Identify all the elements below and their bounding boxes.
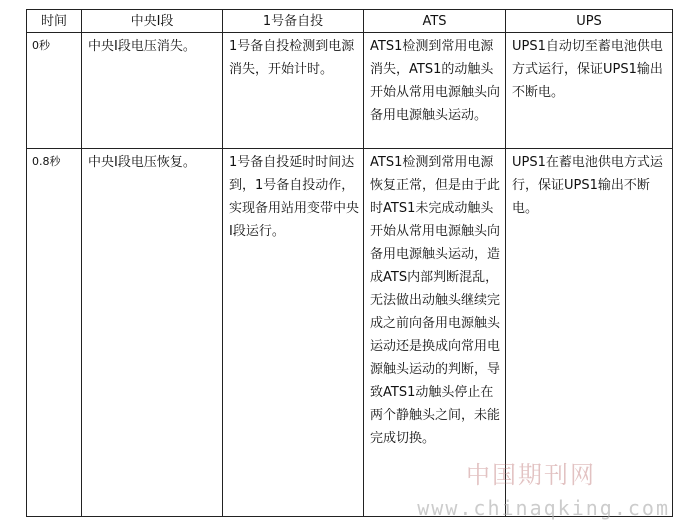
header-ats: ATS [364,10,506,33]
central-cell: 中央Ⅰ段电压恢复。 [82,149,223,517]
time-cell: 0秒 [27,33,82,149]
backup-cell: 1号备自投检测到电源消失，开始计时。 [223,33,364,149]
watermark-url: www.chinaqking.com [417,496,670,520]
time-cell: 0.8秒 [27,149,82,517]
header-time: 时间 [27,10,82,33]
ups-cell: UPS1在蓄电池供电方式运行，保证UPS1输出不断电。 [506,149,673,517]
table-row [27,33,673,149]
header-backup-auto-switch: 1号备自投 [223,10,364,33]
backup-cell: 1号备自投延时时间达到，1号备自投动作，实现备用站用变带中央Ⅰ段运行。 [223,149,364,517]
event-sequence-table [26,9,673,517]
header-row [27,10,673,33]
ups-cell: UPS1自动切至蓄电池供电方式运行，保证UPS1输出不断电。 [506,33,673,149]
central-cell: 中央Ⅰ段电压消失。 [82,33,223,149]
ats-cell: ATS1检测到常用电源恢复正常，但是由于此时ATS1未完成动触头开始从常用电源触头向备用电源触头运动，造成ATS内部判断混乱，无法做出动触头继续完成之前向备用电源触头运动还是换成向常用电源触头运动的判断，导致ATS1动触头停止在两个静触头之间，未能完成切换。 [364,149,506,517]
watermark-site-name: 中国期刊网 [466,461,596,489]
header-ups: UPS [506,10,673,33]
table-row [27,149,673,517]
ats-cell: ATS1检测到常用电源消失，ATS1的动触头开始从常用电源触头向备用电源触头运动。 [364,33,506,149]
header-central-section-1: 中央Ⅰ段 [82,10,223,33]
